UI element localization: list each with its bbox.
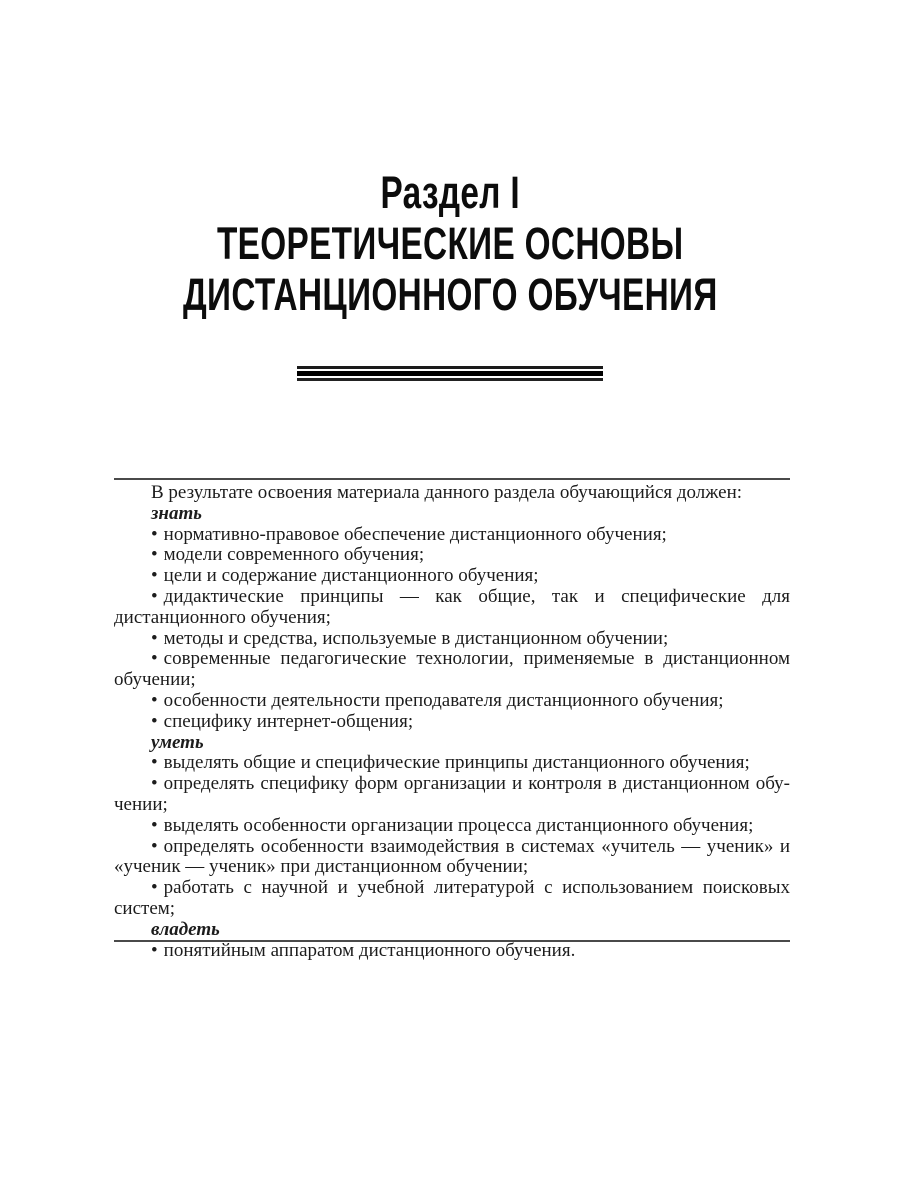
objective-text: особенности деятельности преподавателя дистанционного обучения; <box>163 689 724 711</box>
objective-item <box>114 712 790 733</box>
objective-item <box>114 587 790 629</box>
objective-text: работать с научной и учебной литературой с использованием поисковых систем; <box>114 877 790 919</box>
objective-text: современные педагогические технологии, применяемые в дистанционном обучении; <box>114 648 790 691</box>
objective-text: методы и средства, используемые в дистанционном обучении; <box>163 627 669 649</box>
section-divider-ornament <box>297 366 603 381</box>
section-title-text-2: ДИСТАНЦИОННОГО ОБУЧЕНИЯ <box>182 269 718 320</box>
bullet-icon: • <box>151 565 158 587</box>
section-label-line <box>0 167 900 218</box>
section-title-line-2 <box>0 269 900 320</box>
bullet-icon: • <box>151 544 158 566</box>
objective-item <box>114 941 790 962</box>
objective-text: понятийным аппаратом дистанционного обучения. <box>163 939 576 961</box>
objective-text: дидактические принципы — как общие, так и специфические для дистанционного обучения; <box>114 585 790 628</box>
objective-item <box>114 649 790 691</box>
bullet-icon: • <box>151 648 158 670</box>
learning-objectives-box <box>114 478 790 961</box>
objective-item <box>114 816 790 837</box>
objective-item <box>114 525 790 546</box>
bullet-icon: • <box>151 627 158 649</box>
objective-item <box>114 566 790 587</box>
bullet-icon: • <box>151 877 158 899</box>
bullet-icon: • <box>151 835 158 857</box>
objective-item <box>114 837 790 879</box>
divider-line-bottom <box>297 378 603 381</box>
bullet-icon: • <box>151 939 158 961</box>
divider-line-top <box>297 366 603 369</box>
objective-text: специфику интернет-общения; <box>163 710 414 732</box>
bullet-icon: • <box>151 752 158 774</box>
section-title-line-1 <box>0 218 900 269</box>
objective-text: определять особенности взаимодействия в системах «учитель — ученик» и «ученик — ученик» при дистанционном обучении; <box>114 835 790 878</box>
objective-text: модели современного обучения; <box>163 544 425 566</box>
objective-text: нормативно-правовое обеспечение дистанционного обучения; <box>163 523 667 545</box>
objective-text: цели и содержание дистанционного обучения; <box>163 565 539 587</box>
headword-know: знать <box>151 502 202 524</box>
bullet-icon: • <box>151 773 158 795</box>
objective-item <box>114 774 790 816</box>
objective-item <box>114 878 790 920</box>
headword-master: владеть <box>151 918 220 940</box>
divider-line-middle <box>297 371 603 376</box>
objective-text: выделять особенности организации процесса дистанционного обучения; <box>163 814 754 836</box>
bullet-icon: • <box>151 689 158 711</box>
objective-item <box>114 691 790 712</box>
bullet-icon: • <box>151 585 158 607</box>
bullet-icon: • <box>151 814 158 836</box>
headword-able: уметь <box>151 731 204 753</box>
bullet-icon: • <box>151 710 158 732</box>
objective-text: определять специфику форм организации и контроля в дистанционном обучении; <box>114 773 790 815</box>
objective-text: выделять общие и специфические принципы дистанционного обучения; <box>163 752 750 774</box>
section-label: Раздел I <box>380 167 520 218</box>
objective-item <box>114 629 790 650</box>
section-title <box>0 167 900 320</box>
objective-item <box>114 545 790 566</box>
objective-item <box>114 753 790 774</box>
section-title-text-1: ТЕОРЕТИЧЕСКИЕ ОСНОВЫ <box>216 218 684 269</box>
bullet-icon: • <box>151 523 158 545</box>
objectives-intro: В результате освоения материала данного раздела обучающийся должен: <box>151 482 743 503</box>
